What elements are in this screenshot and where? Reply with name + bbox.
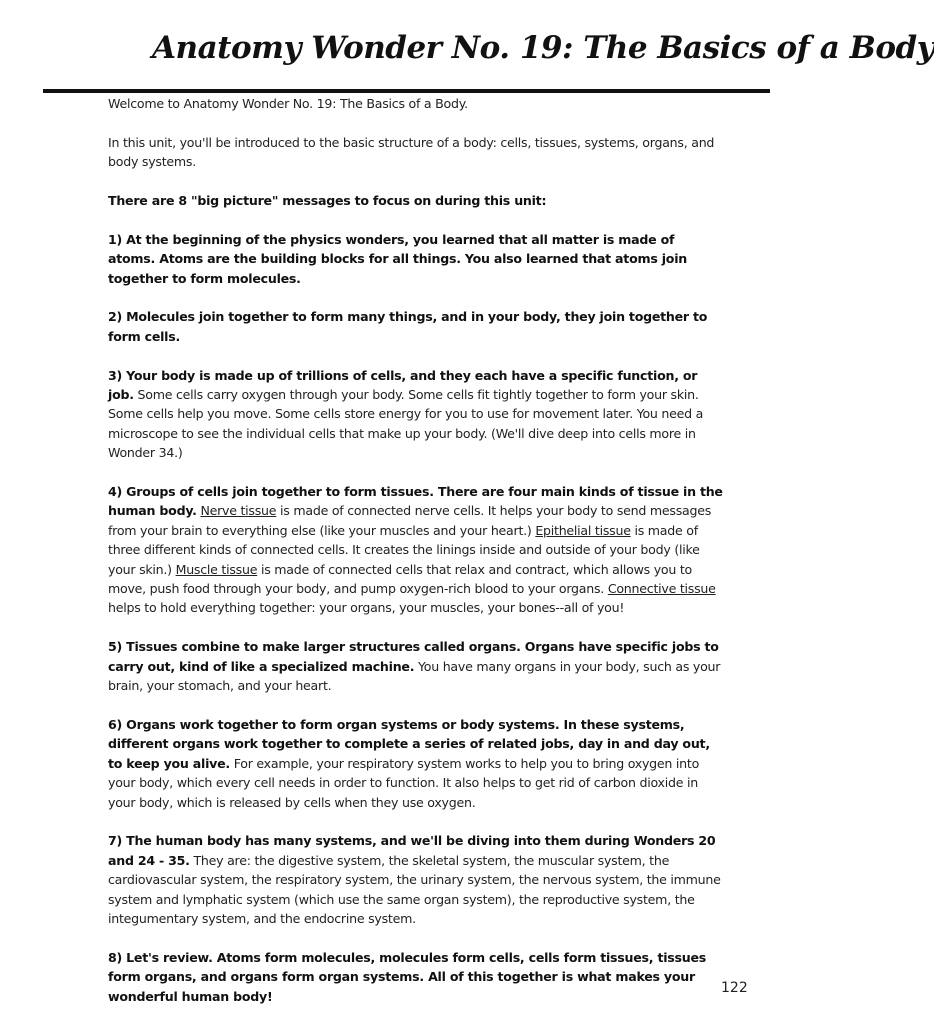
message-8-bold: 8) Let's review. Atoms form molecules, molecules form cells, cells form tissues, tissues form organs, and organs form organ systems. All of this together is what makes your wonderful human body! [108, 949, 707, 1004]
page-title: Anatomy Wonder No. 19: The Basics of a Body [152, 30, 934, 66]
epithelial-tissue-text: is made of three different kinds of connected cells. It creates the linings inside and outside of your body (like your skin.) [108, 522, 700, 577]
message-3-text: Some cells carry oxygen through your body. Some cells fit tightly together to form your skin. Some cells help you move. Some cells store energy for you to use for movement later. You need a microscope to see the individual cells that make up your body. (We'll dive deep into cells more in Wonder 34.) [108, 387, 704, 461]
message-8 [108, 948, 724, 1006]
title-divider [43, 89, 770, 93]
page-number: 122 [721, 980, 748, 996]
nerve-tissue-term: Nerve tissue [200, 503, 277, 519]
document-body [108, 94, 724, 1006]
message-1 [108, 230, 724, 288]
unit-intro-paragraph: In this unit, you'll be introduced to the basic structure of a body: cells, tissues, systems, organs, and body systems. [108, 134, 715, 170]
message-3 [108, 366, 724, 463]
big-picture-heading [108, 191, 724, 210]
message-6-text: For example, your respiratory system works to help you to bring oxygen into your body, which every cell needs in order to function. It also helps to get rid of carbon dioxide in your body, which is released by cells when they use oxygen. [108, 755, 700, 810]
message-4 [108, 482, 724, 618]
welcome-paragraph: Welcome to Anatomy Wonder No. 19: The Basics of a Body. [108, 96, 468, 111]
muscle-tissue-term: Muscle tissue [175, 561, 258, 577]
nerve-tissue-text: is made of connected nerve cells. It helps your body to send messages from your brain to everything else (like your muscles and your heart.) [108, 503, 712, 538]
muscle-tissue-text: is made of connected cells that relax and contract, which allows you to move, push food through your body, and pump oxygen-rich blood to your organs. [108, 561, 692, 597]
message-6 [108, 715, 724, 812]
epithelial-tissue-term: Epithelial tissue [535, 522, 631, 538]
message-6-bold: 6) Organs work together to form organ systems or body systems. In these systems, different organs work together to complete a series of related jobs, day in and day out, to keep you alive. [108, 716, 710, 771]
message-7 [108, 831, 724, 928]
message-7-bold: 7) The human body has many systems, and we'll be diving into them during Wonders 20 and 24 - 35. [108, 833, 716, 868]
connective-tissue-text: helps to hold everything together: your organs, your muscles, your bones--all of you! [108, 600, 625, 616]
big-picture-heading-text: There are 8 "big picture" messages to focus on during this unit: [108, 193, 547, 208]
message-5 [108, 637, 724, 695]
message-7-text: They are: the digestive system, the skeletal system, the muscular system, the cardiovascular system, the respiratory system, the urinary system, the nervous system, the immune system and lymphatic system (which use the same organ system), the reproductive system, the integumentary system, and the endocrine system. [108, 852, 721, 926]
message-2 [108, 307, 724, 346]
connective-tissue-term: Connective tissue [607, 581, 716, 597]
message-2-bold: 2) Molecules join together to form many things, and in your body, they join together to form cells. [108, 309, 708, 344]
message-3-bold: 3) Your body is made up of trillions of cells, and they each have a specific function, or job. [108, 367, 698, 403]
message-4-bold: 4) Groups of cells join together to form tissues. There are four main kinds of tissue in the human body. [108, 484, 723, 519]
message-5-bold: 5) Tissues combine to make larger structures called organs. Organs have specific jobs to carry out, kind of like a specialized machine. [108, 639, 719, 674]
message-5-text: You have many organs in your body, such as your brain, your stomach, and your heart. [108, 658, 721, 694]
message-1-bold: 1) At the beginning of the physics wonders, you learned that all matter is made of atoms. Atoms are the building blocks for all things. You also learned that atoms join together to form molecules. [108, 231, 687, 286]
